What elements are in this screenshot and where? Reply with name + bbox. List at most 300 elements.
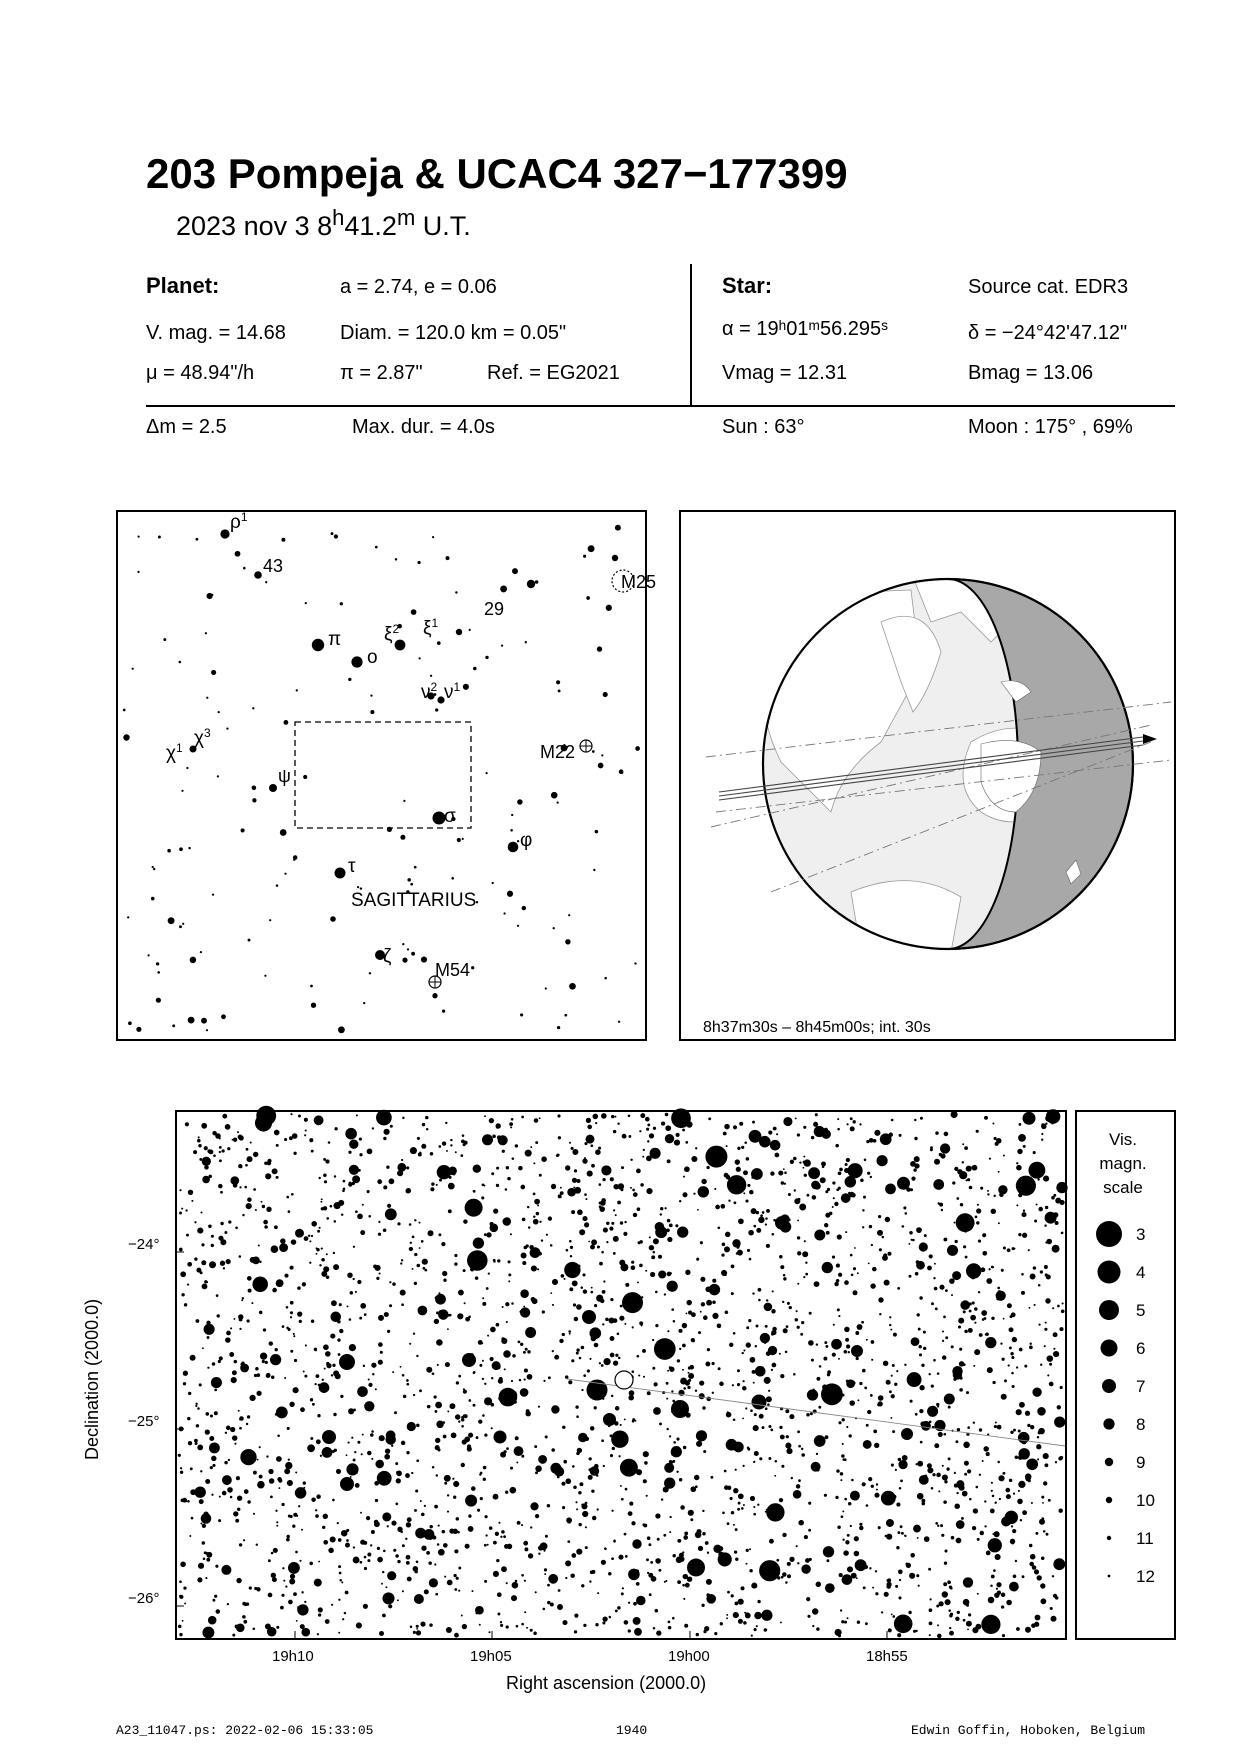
field-star: [746, 1563, 748, 1565]
field-star: [338, 1599, 340, 1601]
field-star: [575, 1501, 577, 1503]
field-star: [318, 1607, 323, 1612]
field-star: [1045, 1273, 1048, 1276]
field-star: [285, 1462, 292, 1469]
field-star: [450, 1144, 452, 1146]
field-star: [401, 1303, 404, 1306]
field-star: [853, 1267, 856, 1270]
field-star: [931, 1302, 934, 1305]
field-star: [505, 1188, 508, 1191]
field-star: [639, 1264, 643, 1268]
field-star: [1010, 1539, 1015, 1544]
field-star: [943, 1582, 947, 1586]
field-star: [675, 1224, 678, 1227]
field-star: [180, 1467, 182, 1469]
field-star: [917, 1461, 923, 1467]
field-star: [646, 1188, 652, 1194]
field-star: [898, 1569, 903, 1574]
field-star: [413, 1333, 415, 1335]
bright-field-star: [339, 1354, 355, 1370]
field-star: [838, 1358, 840, 1360]
field-star: [489, 1631, 491, 1633]
field-star: [363, 1365, 365, 1367]
finder-star: [517, 925, 519, 927]
field-star: [822, 1384, 827, 1389]
field-star: [801, 1453, 805, 1457]
field-star: [814, 1183, 821, 1190]
field-star: [934, 1287, 938, 1291]
field-star: [482, 1414, 485, 1417]
field-star: [367, 1149, 373, 1155]
field-star: [357, 1214, 363, 1220]
field-star: [929, 1608, 933, 1612]
field-star: [854, 1247, 856, 1249]
field-star: [510, 1467, 513, 1470]
field-star: [457, 1531, 460, 1534]
field-star: [527, 1374, 533, 1380]
field-star: [286, 1538, 290, 1542]
event-datetime: [176, 205, 471, 242]
field-star: [890, 1417, 892, 1419]
field-star: [330, 1334, 335, 1339]
field-star: [949, 1614, 952, 1617]
field-star: [567, 1188, 576, 1197]
asteroid-track: [567, 1379, 1065, 1446]
field-star: [473, 1164, 481, 1172]
field-star: [804, 1535, 808, 1539]
field-star: [382, 1571, 384, 1573]
field-star: [632, 1189, 635, 1192]
field-star: [557, 1604, 563, 1610]
field-star: [958, 1318, 964, 1324]
field-star: [756, 1325, 759, 1328]
field-star: [502, 1150, 505, 1153]
finder-star: [207, 593, 213, 599]
field-star: [918, 1345, 921, 1348]
field-star: [849, 1400, 855, 1406]
field-star: [304, 1134, 306, 1136]
field-star: [203, 1511, 208, 1516]
field-star: [591, 1164, 595, 1168]
field-star: [384, 1129, 390, 1135]
field-star: [758, 1299, 761, 1302]
finder-star: [138, 536, 140, 538]
field-star: [806, 1194, 809, 1197]
field-star: [994, 1425, 997, 1428]
field-star: [848, 1502, 851, 1505]
field-star: [846, 1158, 850, 1162]
omicron-label: o: [367, 647, 378, 668]
field-star: [632, 1370, 635, 1373]
field-star: [339, 1303, 342, 1306]
field-star: [846, 1379, 855, 1388]
field-star: [775, 1153, 780, 1158]
field-star: [706, 1594, 716, 1604]
field-star: [779, 1353, 781, 1355]
field-star: [869, 1138, 874, 1143]
field-star: [233, 1511, 238, 1516]
field-star: [535, 1465, 542, 1472]
field-star: [585, 1546, 588, 1549]
star-dec: δ = −24°42'47.12": [968, 322, 1128, 344]
field-star: [737, 1369, 740, 1372]
field-star: [852, 1290, 857, 1295]
field-star: [737, 1246, 740, 1249]
field-star: [620, 1485, 622, 1487]
field-star: [406, 1383, 409, 1386]
field-star: [943, 1500, 947, 1504]
field-star: [550, 1603, 554, 1607]
field-star: [844, 1350, 848, 1354]
field-star: [787, 1562, 791, 1566]
field-star: [451, 1432, 457, 1438]
field-star: [509, 1122, 513, 1126]
finder-star: [565, 939, 570, 944]
finder-star: [597, 646, 602, 651]
field-star: [1045, 1206, 1048, 1209]
field-star: [753, 1225, 756, 1228]
field-star: [324, 1180, 327, 1183]
field-star: [1041, 1557, 1045, 1561]
field-star: [947, 1245, 958, 1256]
field-star: [562, 1506, 565, 1509]
field-star: [347, 1272, 353, 1278]
field-star: [276, 1279, 284, 1287]
finder-star: [182, 923, 184, 925]
field-star: [987, 1193, 989, 1195]
field-star: [986, 1278, 992, 1284]
field-star: [389, 1304, 392, 1307]
field-star: [262, 1205, 265, 1208]
field-star: [323, 1158, 326, 1161]
field-star: [222, 1491, 227, 1496]
field-star: [754, 1612, 761, 1619]
field-star: [307, 1444, 315, 1452]
field-star: [492, 1134, 496, 1138]
field-star: [985, 1333, 987, 1335]
field-star: [432, 1372, 435, 1375]
field-star: [569, 1287, 573, 1291]
field-star: [526, 1244, 529, 1247]
field-star: [514, 1401, 517, 1404]
field-star: [524, 1368, 528, 1372]
field-star: [551, 1448, 555, 1452]
field-star: [1029, 1346, 1033, 1350]
field-star: [1021, 1273, 1024, 1276]
field-star: [840, 1472, 843, 1475]
field-star: [1050, 1607, 1053, 1610]
field-star: [1043, 1530, 1046, 1533]
bright-field-star: [322, 1430, 336, 1444]
field-star: [500, 1624, 503, 1627]
field-star: [367, 1190, 370, 1193]
field-star: [847, 1123, 849, 1125]
field-star: [349, 1318, 352, 1321]
field-star: [839, 1573, 843, 1577]
field-star: [368, 1215, 371, 1218]
field-star: [267, 1627, 277, 1637]
field-star: [495, 1532, 499, 1536]
field-star: [618, 1357, 621, 1360]
field-star: [424, 1589, 429, 1594]
field-star: [646, 1495, 648, 1497]
field-star: [247, 1197, 252, 1202]
field-star: [196, 1319, 200, 1323]
field-star: [673, 1554, 676, 1557]
field-star: [609, 1616, 611, 1618]
field-star: [447, 1328, 449, 1330]
finder-star: [211, 670, 216, 675]
field-star: [543, 1608, 546, 1611]
field-star: [309, 1562, 313, 1566]
field-star: [550, 1244, 553, 1247]
field-star: [325, 1619, 330, 1624]
field-star: [921, 1364, 924, 1367]
field-star: [276, 1406, 288, 1418]
field-star: [524, 1580, 526, 1582]
finder-star: [252, 798, 256, 802]
finder-star: [568, 914, 570, 916]
field-star: [997, 1461, 1000, 1464]
field-star: [1010, 1352, 1013, 1355]
finder-star: [284, 720, 289, 725]
field-star: [832, 1181, 835, 1184]
field-star: [696, 1258, 699, 1261]
field-star: [667, 1237, 672, 1242]
field-star: [314, 1348, 317, 1351]
field-star: [676, 1133, 680, 1137]
field-star: [942, 1591, 948, 1597]
field-star: [488, 1273, 490, 1275]
field-star: [624, 1620, 629, 1625]
finder-star: [400, 835, 405, 840]
field-star: [789, 1557, 794, 1562]
x-tick-1855: 18h55: [866, 1648, 908, 1665]
field-star: [940, 1143, 950, 1153]
field-star: [991, 1209, 996, 1214]
field-star: [798, 1445, 801, 1448]
field-star: [295, 1487, 307, 1499]
field-star: [780, 1621, 782, 1623]
field-star: [751, 1583, 757, 1589]
field-star: [805, 1273, 808, 1276]
field-star: [944, 1394, 955, 1405]
field-star: [1043, 1453, 1049, 1459]
field-star: [520, 1343, 523, 1346]
field-star: [841, 1193, 851, 1203]
field-star: [793, 1490, 802, 1499]
field-star: [655, 1226, 667, 1238]
field-star: [889, 1324, 891, 1326]
field-star: [548, 1216, 552, 1220]
field-star: [967, 1628, 969, 1630]
field-star: [555, 1576, 557, 1578]
field-star: [478, 1419, 482, 1423]
field-star: [558, 1589, 561, 1592]
field-star: [937, 1525, 939, 1527]
field-star: [439, 1179, 442, 1182]
field-star: [402, 1590, 404, 1592]
bright-field-star: [671, 1400, 689, 1418]
field-star: [1008, 1364, 1010, 1366]
field-star: [333, 1413, 336, 1416]
field-star: [617, 1333, 620, 1336]
field-star: [945, 1599, 951, 1605]
field-star: [240, 1166, 242, 1168]
field-star: [623, 1232, 627, 1236]
field-star: [690, 1486, 696, 1492]
field-star: [227, 1487, 233, 1493]
field-star: [422, 1123, 425, 1126]
field-star: [185, 1209, 187, 1211]
field-star: [475, 1606, 484, 1615]
field-star: [286, 1306, 289, 1309]
field-star: [979, 1428, 982, 1431]
planet-parallax: π = 2.87": [340, 362, 423, 384]
field-star: [879, 1313, 881, 1315]
field-star: [824, 1223, 828, 1227]
field-star: [464, 1141, 468, 1145]
field-star: [338, 1565, 341, 1568]
finder-star: [156, 998, 161, 1003]
field-star: [387, 1204, 391, 1208]
field-star: [663, 1489, 665, 1491]
field-star: [473, 1190, 476, 1193]
field-star: [256, 1373, 260, 1377]
field-star: [379, 1272, 381, 1274]
field-star: [421, 1240, 424, 1243]
field-star: [956, 1197, 959, 1200]
field-star: [520, 1185, 525, 1190]
finder-star: [218, 711, 220, 713]
field-star: [895, 1469, 897, 1471]
field-star: [287, 1480, 293, 1486]
field-star: [271, 1573, 276, 1578]
field-star: [409, 1247, 413, 1251]
field-star: [738, 1619, 743, 1624]
field-star: [286, 1196, 289, 1199]
field-star: [585, 1526, 587, 1528]
field-star: [461, 1615, 463, 1617]
field-star: [473, 1371, 475, 1373]
field-star: [902, 1225, 905, 1228]
field-star: [425, 1116, 428, 1119]
field-star: [963, 1577, 973, 1587]
field-star: [897, 1287, 900, 1290]
field-star: [385, 1586, 387, 1588]
field-star: [745, 1199, 748, 1202]
finder-star: [520, 1013, 523, 1016]
finder-star: [418, 561, 421, 564]
y-tick-25: −25°: [128, 1413, 160, 1430]
field-star: [778, 1170, 783, 1175]
field-star: [316, 1253, 318, 1255]
field-star: [796, 1310, 798, 1312]
field-star: [259, 1475, 263, 1479]
finder-star: [395, 558, 397, 560]
field-star: [357, 1441, 360, 1444]
field-star: [884, 1592, 889, 1597]
field-star: [710, 1476, 713, 1479]
field-star: [482, 1360, 484, 1362]
finder-star: [205, 632, 207, 634]
field-star: [958, 1325, 961, 1328]
field-star: [533, 1631, 537, 1635]
field-star: [487, 1544, 489, 1546]
field-star: [234, 1443, 236, 1445]
finder-star: [212, 894, 214, 896]
field-star: [603, 1358, 610, 1365]
field-star: [868, 1262, 870, 1264]
field-star: [646, 1128, 649, 1131]
field-star: [428, 1561, 432, 1565]
field-star: [974, 1349, 980, 1355]
field-star: [583, 1289, 587, 1293]
field-star: [594, 1464, 599, 1469]
field-star: [994, 1137, 997, 1140]
field-star: [809, 1558, 812, 1561]
field-star: [775, 1460, 778, 1463]
field-star: [636, 1596, 646, 1606]
field-star: [751, 1208, 757, 1214]
y-tick-26: −26°: [128, 1590, 160, 1607]
field-star: [842, 1574, 853, 1585]
field-star: [878, 1526, 881, 1529]
field-star: [444, 1475, 451, 1482]
field-star: [911, 1176, 915, 1180]
field-star: [785, 1351, 788, 1354]
field-star: [993, 1569, 996, 1572]
field-star: [653, 1238, 659, 1244]
field-star: [401, 1159, 403, 1161]
field-star: [1032, 1388, 1041, 1397]
legend-dot-mag-9: [1105, 1458, 1113, 1466]
field-star: [752, 1292, 754, 1294]
field-star: [773, 1127, 777, 1131]
field-star: [742, 1465, 744, 1467]
field-star: [443, 1279, 446, 1282]
field-star: [186, 1234, 189, 1237]
field-star: [888, 1252, 892, 1256]
field-star: [589, 1457, 592, 1460]
field-star: [927, 1467, 933, 1473]
finder-star: [338, 1026, 345, 1033]
field-star: [671, 1108, 691, 1128]
field-star: [297, 1311, 302, 1316]
finder-star: [522, 906, 526, 910]
field-star: [791, 1477, 793, 1479]
field-star: [429, 1525, 432, 1528]
field-star: [931, 1487, 934, 1490]
field-star: [615, 1354, 618, 1357]
field-star: [787, 1574, 791, 1578]
field-star: [837, 1118, 839, 1120]
field-star: [363, 1604, 368, 1609]
field-star: [797, 1562, 799, 1564]
field-star: [899, 1579, 901, 1581]
magnitude-legend: [1075, 1110, 1176, 1640]
field-star: [1061, 1232, 1064, 1235]
field-star: [913, 1525, 921, 1533]
field-star: [281, 1503, 284, 1506]
field-star: [519, 1379, 521, 1381]
field-star: [1046, 1109, 1061, 1124]
field-star: [477, 1509, 480, 1512]
field-star: [347, 1305, 349, 1307]
field-star: [1003, 1246, 1006, 1249]
field-star: [1024, 1365, 1027, 1368]
field-star: [270, 1496, 273, 1499]
